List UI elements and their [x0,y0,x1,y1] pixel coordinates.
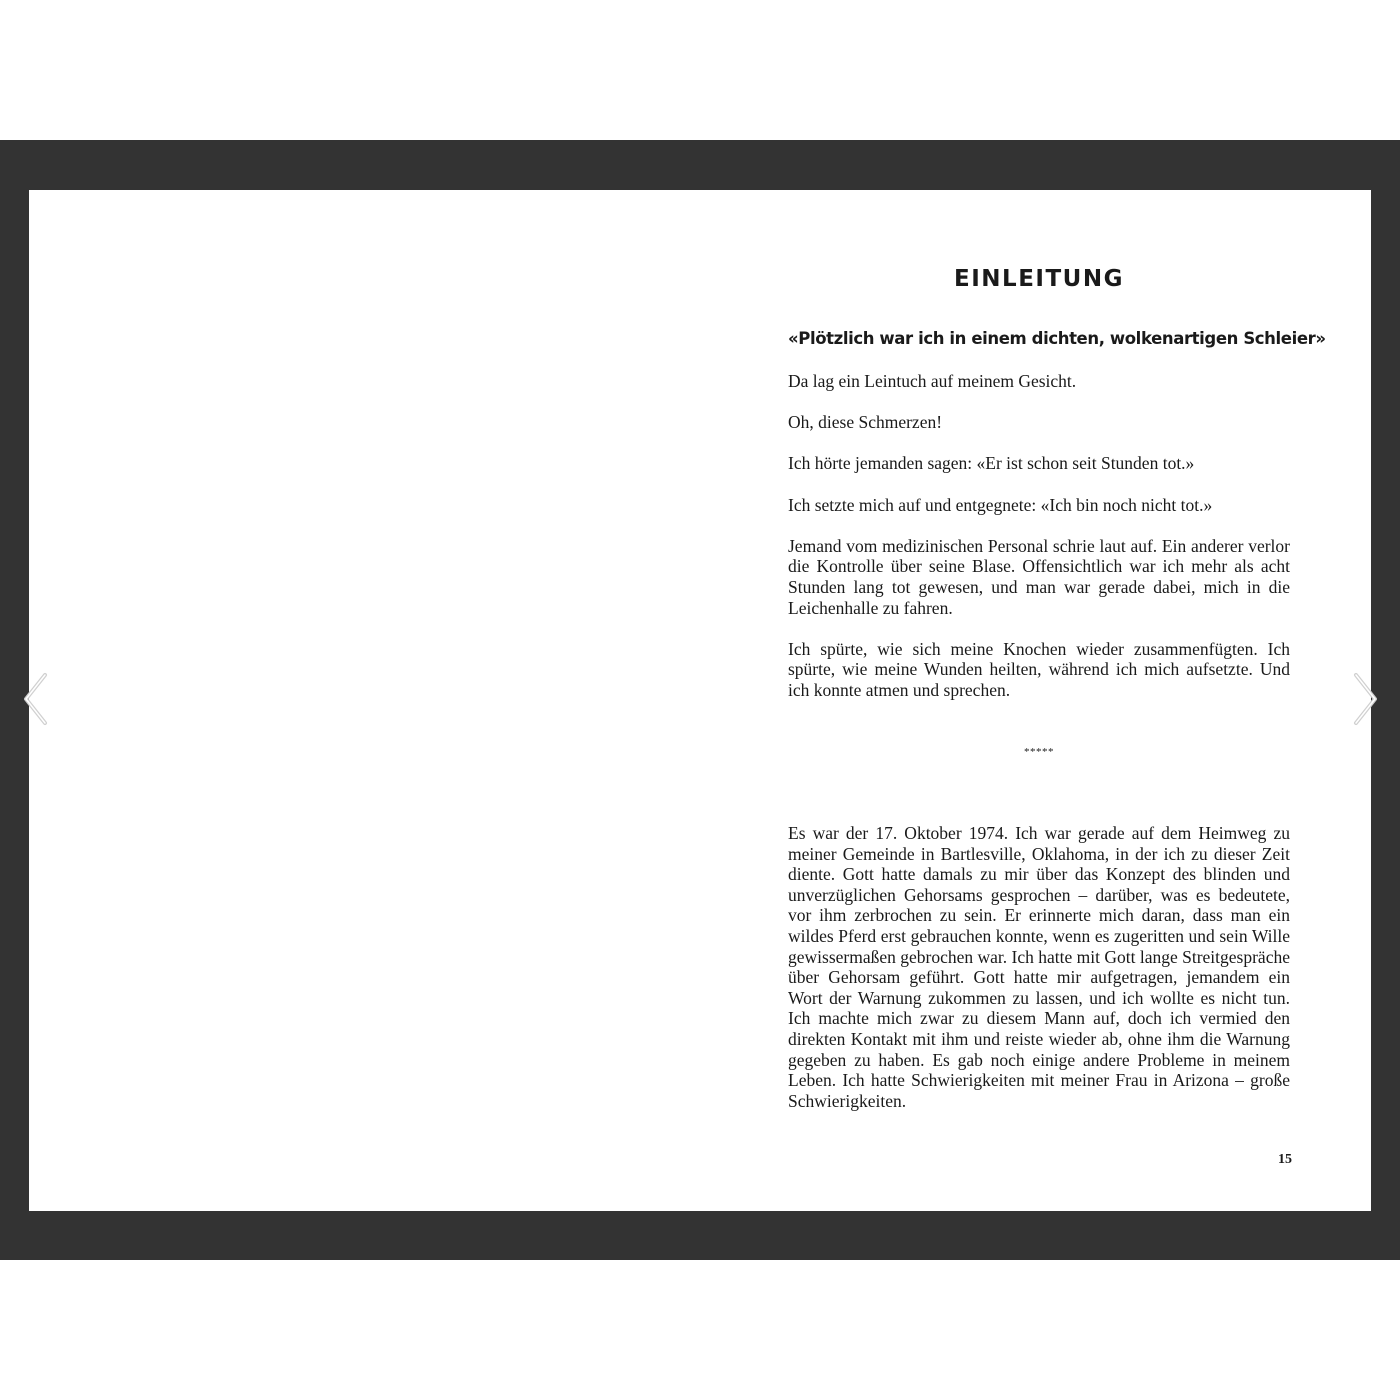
main-paragraph: Es war der 17. Oktober 1974. Ich war gerade auf dem Heimweg zu meiner Gemeinde in Bartlesville, Oklahoma, in der ich zu dieser Zeit diente. Gott hatte damals zu mir über das Konzept des blinden und unverzüglichen Gehorsams gesprochen – darüber, was es bedeutete, vor ihm zerbrochen zu sein. Er erinnerte mich daran, dass man ein wildes Pferd erst gebrauchen konnte, wenn es zugeritten und sein Wille gewissermaßen gebrochen war. Ich hatte mit Gott lange Streitgespräche über Gehorsam geführt. Gott hatte mir aufgetragen, jemandem ein Wort der Warnung zukommen zu lassen, und ich wollte es nicht tun. Ich machte mich zwar zu diesem Mann auf, doch ich vermied den direkten Kontakt mit ihm und reiste wieder ab, ohne ihm die Warnung gegeben zu haben. Es gab noch einige andere Probleme in meinem Leben. Ich hatte Schwierigkeiten mit meiner Frau in Arizona – große Schwierigkeiten. [788,823,1290,1111]
next-page-button[interactable] [1350,672,1380,726]
section-separator: ***** [1024,746,1054,758]
chevron-left-icon [21,672,51,726]
paragraph: Jemand vom medizinischen Personal schrie laut auf. Ein anderer verlor die Kontrolle über seine Blase. Offensichtlich war ich mehr als acht Stunden lang tot gewesen, und man war gerade dabei, mich in die Leichenhalle zu fahren. [788,535,1290,618]
chapter-title: EINLEITUNG [954,266,1124,292]
previous-page-button[interactable] [21,672,51,726]
chevron-right-icon [1350,672,1380,726]
page-number: 15 [1278,1152,1292,1167]
book-viewer [0,140,1400,1260]
opening-paragraphs [788,371,1290,721]
left-page [29,190,700,1211]
paragraph: Ich setzte mich auf und entgegnete: «Ich bin noch nicht tot.» [788,494,1213,515]
paragraph: Da lag ein Leintuch auf meinem Gesicht. [788,371,1077,391]
book-spread [29,190,1371,1211]
right-page [700,190,1371,1211]
paragraph: Ich hörte jemanden sagen: «Er ist schon seit Stunden tot.» [788,453,1195,474]
chapter-subtitle: «Plötzlich war ich in einem dichten, wolkenartigen Schleier» [788,329,1326,348]
paragraph: Ich spürte, wie sich meine Knochen wieder zusammenfügten. Ich spürte, wie meine Wunden heilten, während ich mich aufsetzte. Und ich konnte atmen und sprechen. [788,638,1290,700]
paragraph: Oh, diese Schmerzen! [788,412,943,433]
